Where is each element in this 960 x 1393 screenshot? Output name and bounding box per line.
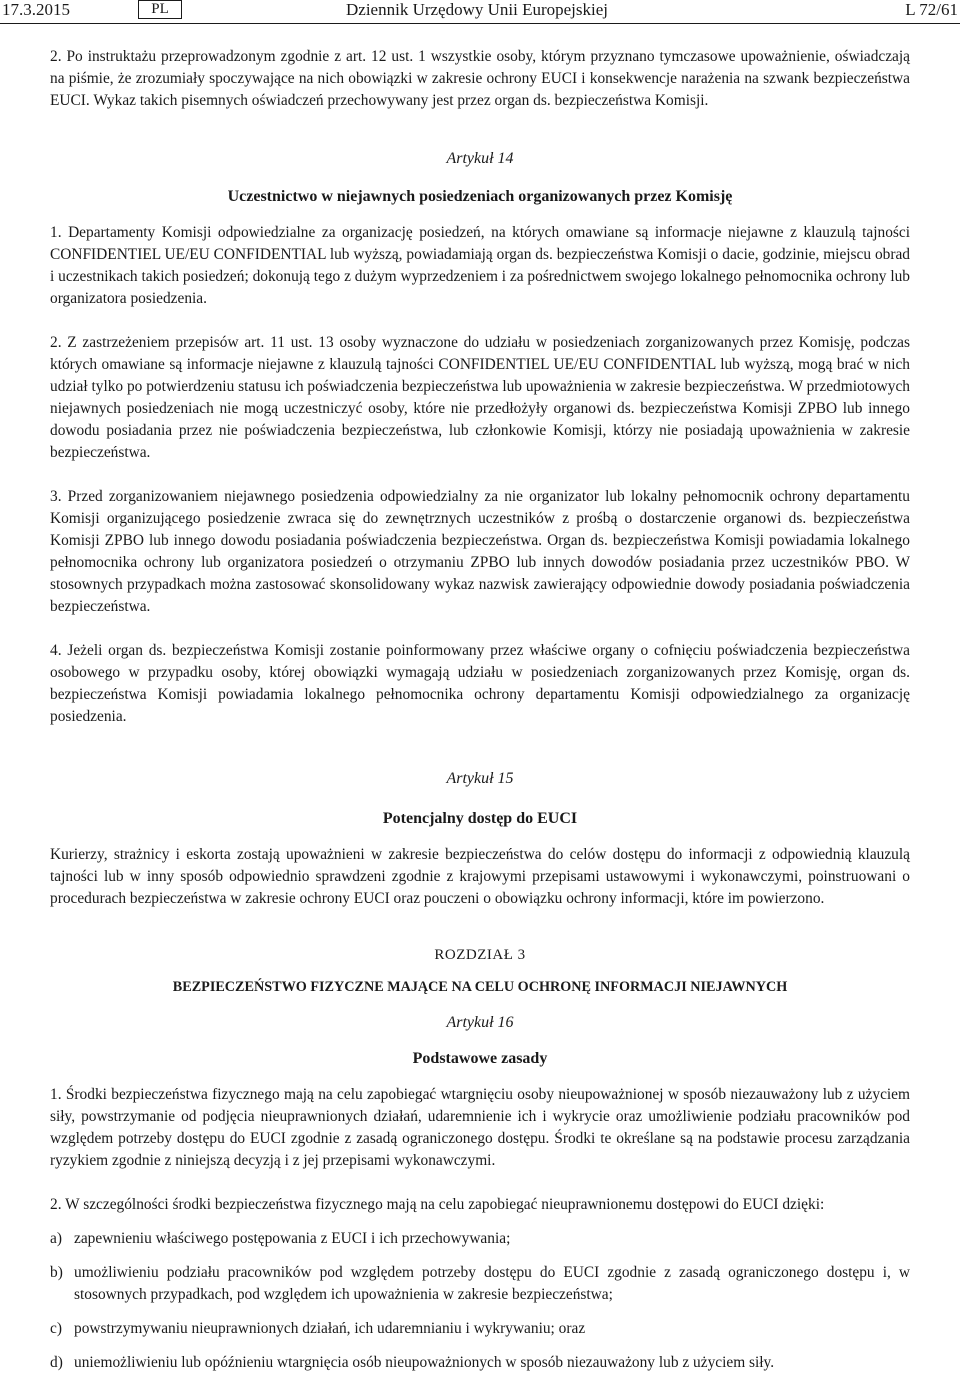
- article-15-title: Artykuł 15: [446, 770, 514, 787]
- article-16-para-1: 1. Środki bezpieczeństwa fizycznego mają na celu zapobiegać wtargnięciu osoby nieupoważnionej w sposób niezauważony lub z użyciem siły, powstrzymanie od podjęcia nieuprawnionych działań, udaremnienie ich i wykrycie oraz umożliwienie podziału pracowników pod względem potrzeby dostępu do EUCI zgodnie z zasadą ograniczonego dostępu. Środki te określane są na podstawie procesu zarządzania ryzykiem zgodnie z niniejszą decyzją i z jej przepisami wykonawczymi.: [50, 1086, 910, 1169]
- document-body: [50, 46, 910, 1374]
- publication-date: 17.3.2015: [2, 0, 70, 19]
- page-reference: L 72/61: [905, 0, 958, 19]
- journal-title: Dziennik Urzędowy Unii Europejskiej: [346, 0, 609, 19]
- page-header: [0, 0, 960, 22]
- list-item-label: b): [50, 1264, 63, 1281]
- article-16-heading: Podstawowe zasady: [412, 1050, 548, 1067]
- intro-paragraph: 2. Po instruktażu przeprowadzonym zgodnie z art. 12 ust. 1 wszystkie osoby, którym przyznano tymczasowe upoważnienie, oświadczają na piśmie, że zrozumiały spoczywające na nich obowiązki w zakresie ochrony EUCI i konsekwencje narażenia na szwank bezpieczeństwa EUCI. Wykaz takich pisemnych oświadczeń przechowywany jest przez organ ds. bezpieczeństwa Komisji.: [50, 48, 910, 109]
- language-badge: PL: [138, 0, 182, 19]
- header-divider: [0, 23, 960, 24]
- list-item-label: a): [50, 1230, 62, 1247]
- chapter-3-heading: BEZPIECZEŃSTWO FIZYCZNE MAJĄCE NA CELU OCHRONĘ INFORMACJI NIEJAWNYCH: [172, 979, 788, 995]
- list-item-text: umożliwieniu podziału pracowników pod względem potrzeby dostępu do EUCI zgodnie z zasadą ograniczonego dostępu i, w stosownych przypadkach, pod względem ich upoważnienia w zakresie bezpieczeństwa;: [74, 1264, 910, 1303]
- list-item-text: powstrzymywaniu nieuprawnionych działań, ich udaremnianiu i wykrywaniu; oraz: [74, 1320, 586, 1337]
- list-item-label: c): [50, 1320, 62, 1337]
- article-14-para-1: 1. Departamenty Komisji odpowiedzialne za organizację posiedzeń, na których omawiane są informacje niejawne z klauzulą tajności CONFIDENTIEL UE/EU CONFIDENTIAL lub wyższą, powiadamiają organ ds. bezpieczeństwa Komisji o dacie, godzinie, miejscu obrad i uczestnikach takich posiedzeń; dokonują tego z dużym wyprzedzeniem i za pośrednictwem swojego lokalnego pełnomocnika ochrony lub organizatora posiedzenia.: [50, 224, 910, 307]
- article-14-para-4: 4. Jeżeli organ ds. bezpieczeństwa Komisji zostanie poinformowany przez właściwe organy o cofnięciu poświadczenia bezpieczeństwa osobowego w przypadku osoby, której obowiązki wymagają udziału w posiedzeniach zorganizowanych przez Komisję, organ ds. bezpieczeństwa Komisji powiadamia lokalnego pełnomocnika ochrony departamentu Komisji odpowiedzialnego za organizację posiedzenia.: [50, 642, 910, 725]
- article-14-para-2: 2. Z zastrzeżeniem przepisów art. 11 ust. 13 osoby wyznaczone do udziału w posiedzeniach zorganizowanych przez Komisję, podczas których omawiane są informacje niejawne z klauzulą tajności CONFIDENTIEL UE/EU CONFIDENTIAL lub wyższą, mogą brać w nich udział tylko po potwierdzeniu statusu ich poświadczenia bezpieczeństwa lub upoważnienia w zakresie bezpieczeństwa. W przedmiotowych niejawnych posiedzeniach nie mogą uczestniczyć osoby, które nie przedłożyły organowi ds. bezpieczeństwa Komisji ZPBO lub innego dowodu posiadania przez nie poświadczenia bezpieczeństwa, lub członkowie Komisji, którzy nie posiadają upoważnienia w zakresie bezpieczeństwa.: [50, 334, 910, 461]
- article-16-para-2: 2. W szczególności środki bezpieczeństwa fizycznego mają na celu zapobiegać nieuprawnionemu dostępowi do EUCI dzięki:: [50, 1196, 825, 1213]
- article-16-title: Artykuł 16: [446, 1014, 514, 1031]
- list-item: [50, 1228, 910, 1250]
- list-item-text: zapewnieniu właściwego postępowania z EUCI i ich przechowywania;: [74, 1230, 511, 1247]
- article-15-heading: Potencjalny dostęp do EUCI: [382, 810, 578, 827]
- article-14-para-3: 3. Przed zorganizowaniem niejawnego posiedzenia odpowiedzialny za nie organizator lub lokalny pełnomocnik ochrony departamentu Komisji organizującego posiedzenie zwraca się do zewnętrznych uczestników z prośbą o dostarczenie organowi ds. bezpieczeństwa Komisji ZPBO lub innego dowodu posiadania poświadczenia bezpieczeństwa. Organ ds. bezpieczeństwa Komisji powiadamia lokalnego pełnomocnika ochrony lub organizatora posiedzeń o otrzymaniu ZPBO lub innych dowodów posiadania przez uczestników PBO. W stosownych przypadkach można zastosować skonsolidowany wykaz nazwisk zawierający odpowiednie dowody posiadania poświadczenia bezpieczeństwa.: [50, 488, 910, 615]
- article-15-para-1: Kurierzy, strażnicy i eskorta zostają upoważnieni w zakresie bezpieczeństwa do celów dostępu do informacji z odpowiednią klauzulą tajności lub w inny sposób odpowiednio sprawdzeni zgodnie z krajowymi przepisami ustawowymi i wykonawczymi, poinstruowani o procedurach bezpieczeństwa w zakresie ochrony EUCI oraz pouczeni o obowiązku ochrony informacji, które im powierzono.: [50, 846, 910, 907]
- chapter-3-title: ROZDZIAŁ 3: [434, 947, 526, 963]
- article-14-title: Artykuł 14: [446, 150, 514, 167]
- list-item: [50, 1318, 910, 1340]
- list-item: [50, 1262, 910, 1306]
- list-item-text: uniemożliwieniu lub opóźnieniu wtargnięcia osób nieupoważnionych w sposób niezauważony lub z użyciem siły.: [74, 1354, 775, 1371]
- list-item-label: d): [50, 1354, 63, 1371]
- list-item: [50, 1352, 910, 1374]
- article-14-heading: Uczestnictwo w niejawnych posiedzeniach organizowanych przez Komisję: [227, 188, 733, 205]
